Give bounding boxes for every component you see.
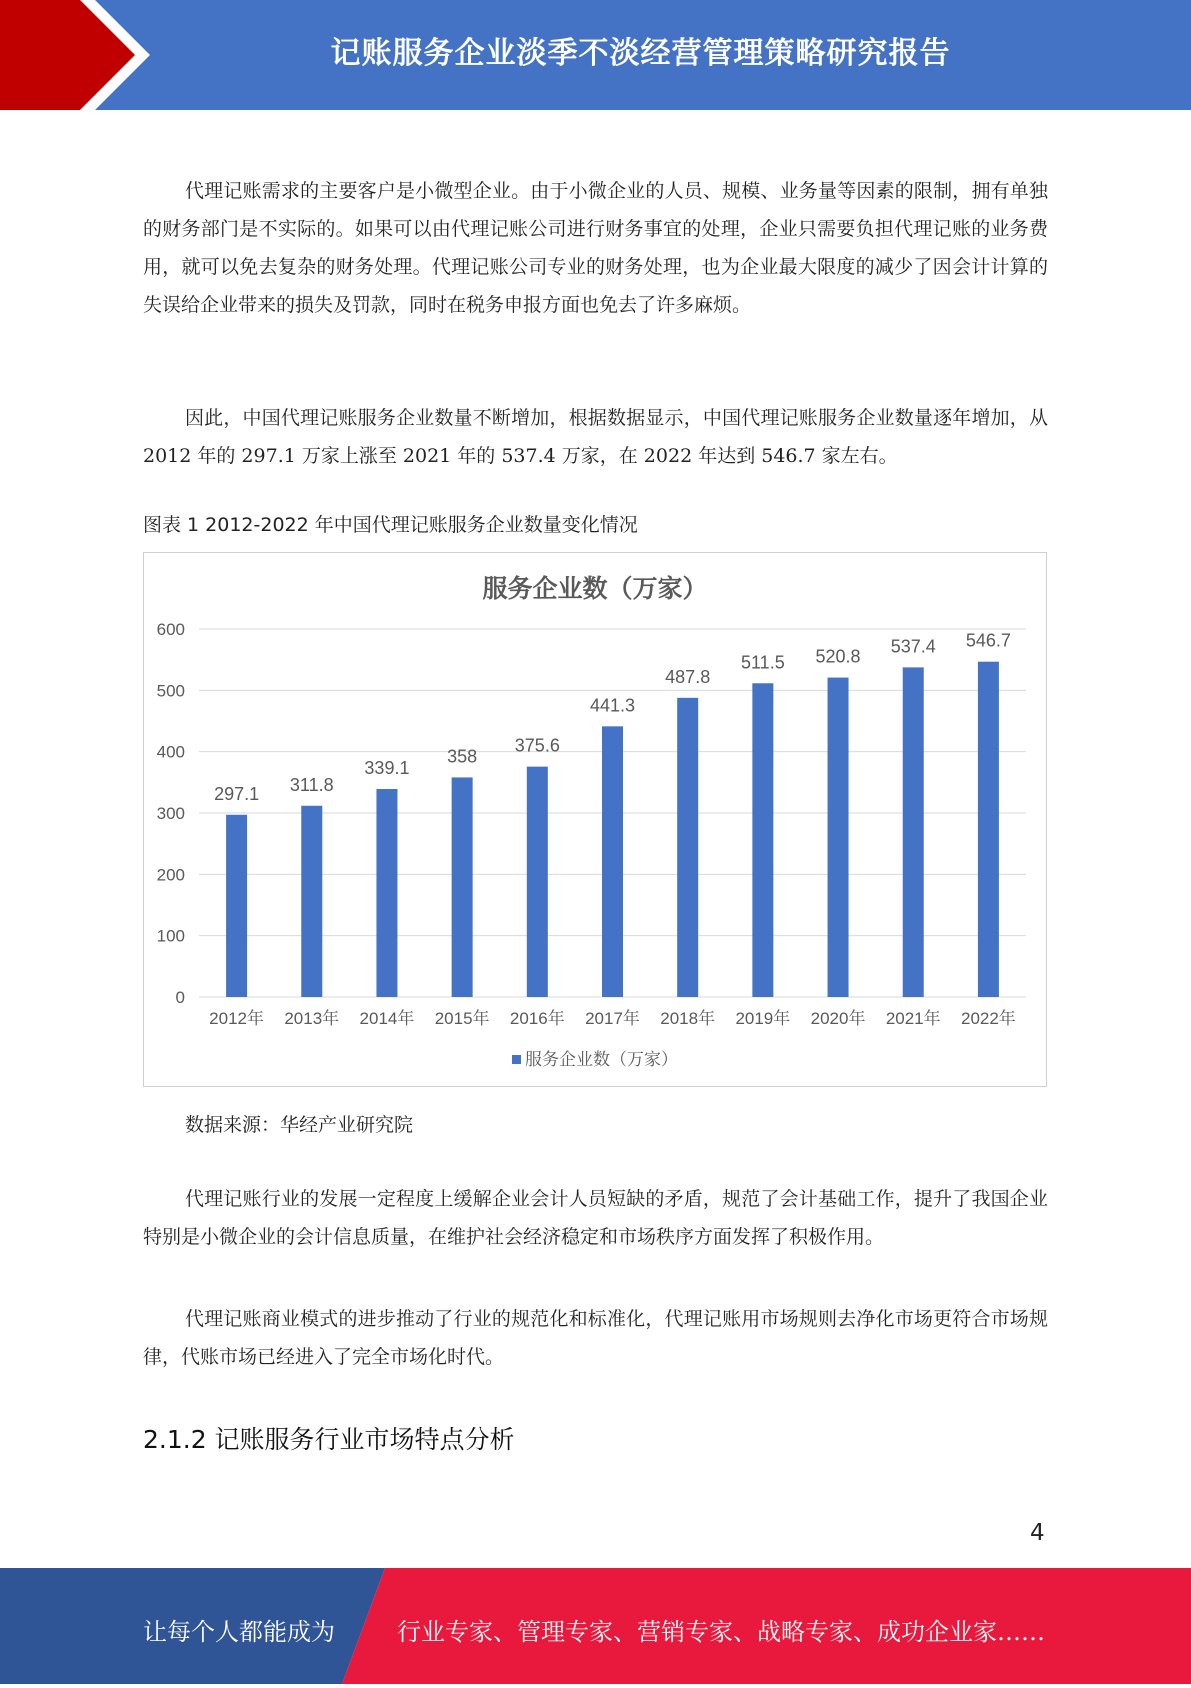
paragraph-1: 代理记账需求的主要客户是小微型企业。由于小微企业的人员、规模、业务量等因素的限制，拥有单独的财务部门是不实际的。如果可以由代理记账公司进行财务事宜的处理，企业只需要负担代理记账的业务费用，就可以免去复杂的财务处理。代理记账公司专业的财务处理，也为企业最大限度的减少了因会计计算的失误给企业带来的损失及罚款，同时在税务申报方面也免去了许多麻烦。 — [143, 180, 1048, 316]
y-tick-label: 200 — [156, 865, 185, 885]
report-title: 记账服务企业淡季不淡经营管理策略研究报告 — [330, 36, 951, 71]
bar — [376, 789, 397, 997]
data-label: 546.7 — [965, 630, 1011, 651]
paragraph-4: 代理记账商业模式的进步推动了行业的规范化和标准化，代理记账用市场规则去净化市场更符合市场规律，代账市场已经进入了完全市场化时代。 — [143, 1308, 1048, 1368]
x-tick-label: 2016年 — [509, 1009, 565, 1028]
x-tick-label: 2017年 — [585, 1009, 640, 1028]
paragraph-2: 因此，中国代理记账服务企业数量不断增加，根据数据显示，中国代理记账服务企业数量逐年增加，从 2012 年的 297.1 万家上涨至 2021 年的 537.4 万家，在 2022 年达到 546.7 家左右。 — [143, 407, 1048, 467]
bar — [828, 678, 849, 997]
bar — [452, 777, 473, 997]
bar — [527, 767, 548, 997]
data-label: 375.6 — [514, 735, 560, 756]
paragraph-3: 代理记账行业的发展一定程度上缓解企业会计人员短缺的矛盾，规范了会计基础工作，提升了我国企业特别是小微企业的会计信息质量，在维护社会经济稳定和市场秩序方面发挥了积极作用。 — [143, 1188, 1048, 1248]
y-tick-label: 600 — [156, 620, 185, 639]
x-tick-label: 2020年 — [810, 1009, 866, 1028]
y-tick-label: 0 — [175, 988, 185, 1007]
data-label: 537.4 — [890, 636, 936, 657]
x-tick-label: 2021年 — [885, 1009, 941, 1028]
chart-container — [143, 552, 1047, 1087]
data-source: 数据来源：华经产业研究院 — [185, 1114, 414, 1136]
y-tick-label: 300 — [156, 804, 185, 823]
x-tick-label: 2022年 — [960, 1009, 1016, 1028]
bar — [978, 662, 999, 997]
bar-chart — [144, 553, 1046, 1086]
chart-legend — [512, 1050, 678, 1069]
figure-caption: 图表 1 2012-2022 年中国代理记账服务企业数量变化情况 — [143, 514, 638, 536]
bar — [602, 726, 623, 997]
data-label: 311.8 — [289, 774, 334, 795]
legend-label: 服务企业数（万家） — [525, 1050, 678, 1069]
bar — [903, 667, 924, 997]
section-heading: 2.1.2 记账服务行业市场特点分析 — [143, 1425, 515, 1454]
page-header — [0, 0, 1191, 110]
page-number: 4 — [1030, 1520, 1045, 1546]
footer-slogan-left: 让每个人都能成为 — [143, 1618, 335, 1646]
y-tick-label: 500 — [156, 681, 185, 701]
data-label: 339.1 — [364, 758, 410, 779]
bar — [677, 698, 698, 997]
x-tick-label: 2019年 — [735, 1009, 791, 1028]
data-label: 297.1 — [214, 783, 260, 804]
data-label: 520.8 — [815, 646, 861, 667]
data-label: 358 — [447, 746, 478, 767]
y-tick-label: 400 — [156, 742, 185, 762]
x-tick-label: 2012年 — [209, 1009, 265, 1028]
data-label: 441.3 — [589, 695, 636, 716]
y-tick-label: 100 — [156, 926, 185, 946]
x-tick-label: 2015年 — [434, 1009, 490, 1028]
bar — [752, 683, 773, 997]
footer-slogan-right: 行业专家、管理专家、营销专家、战略专家、成功企业家…… — [397, 1618, 1045, 1646]
bar — [226, 815, 247, 997]
data-label: 487.8 — [665, 666, 711, 687]
x-tick-label: 2018年 — [660, 1009, 716, 1028]
legend-swatch — [512, 1055, 521, 1064]
chart-title: 服务企业数（万家） — [482, 575, 708, 603]
x-tick-label: 2014年 — [359, 1009, 415, 1028]
x-tick-label: 2013年 — [284, 1009, 340, 1028]
data-label: 511.5 — [741, 652, 785, 673]
bar — [301, 806, 322, 997]
